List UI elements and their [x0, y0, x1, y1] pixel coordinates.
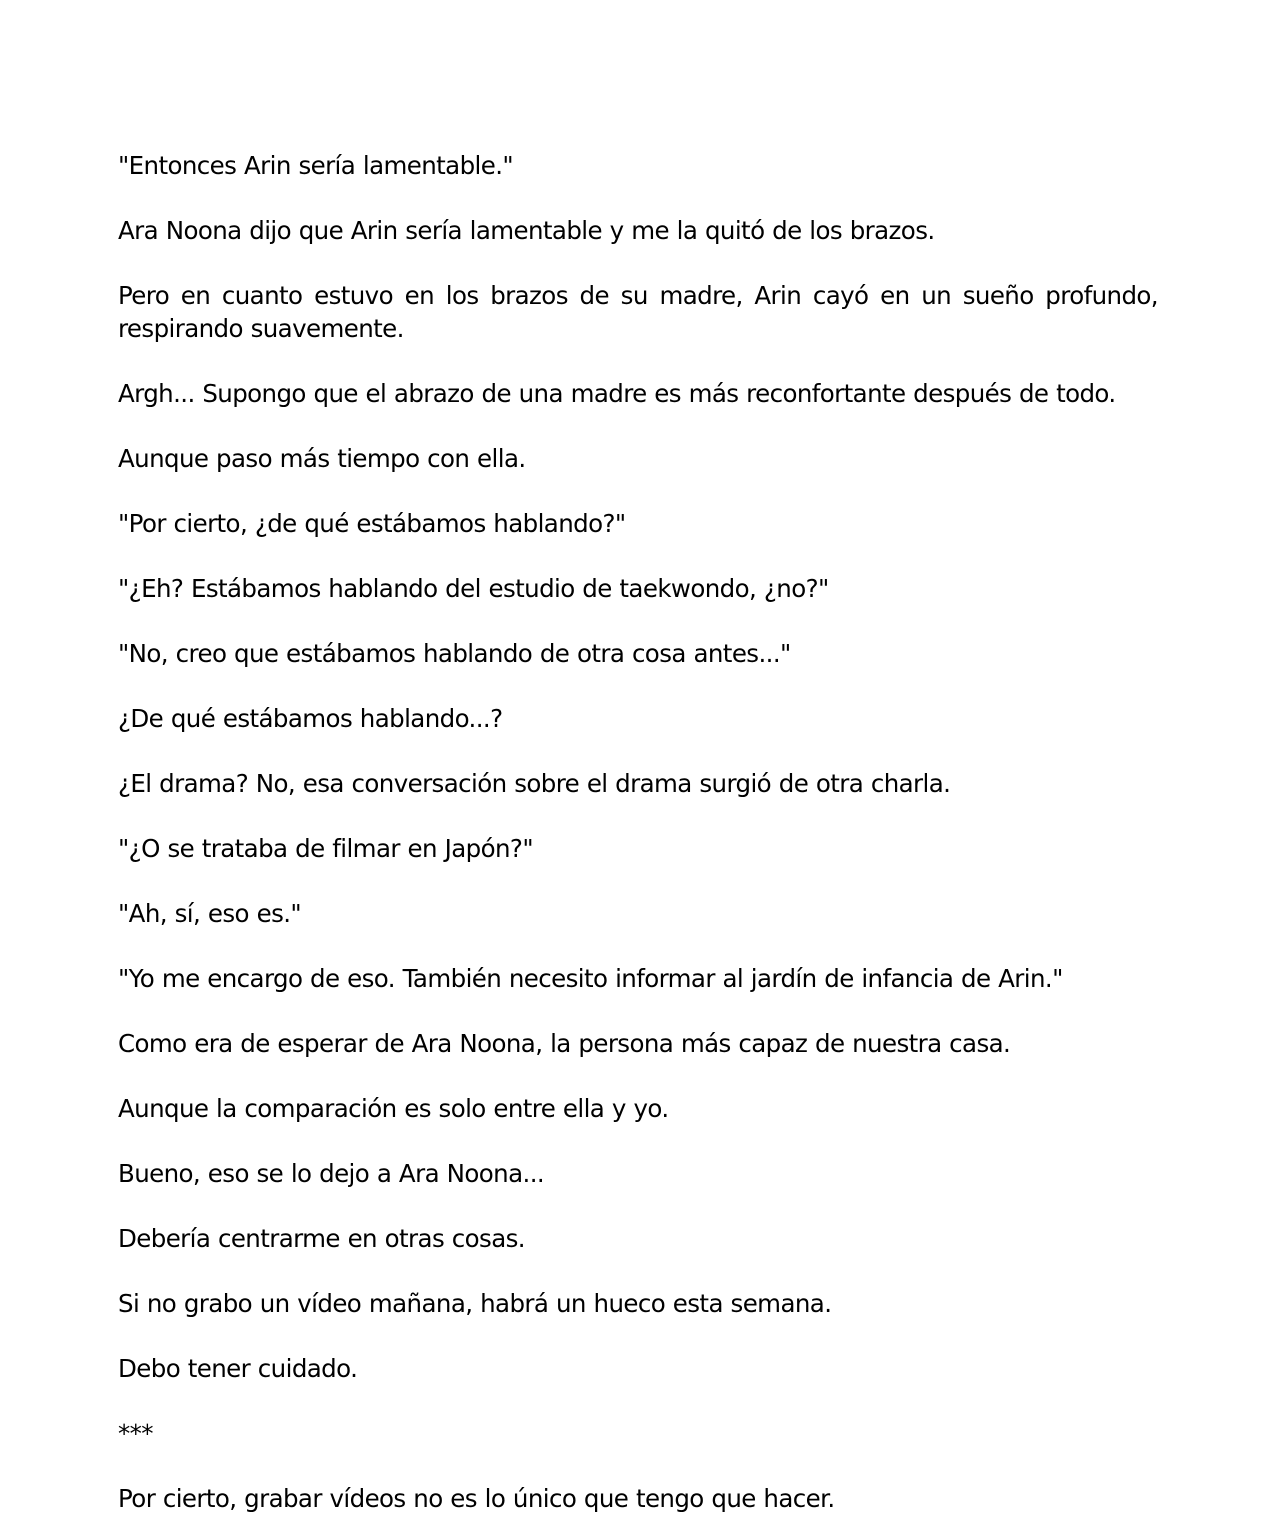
paragraph: "Ah, sí, eso es." [118, 898, 302, 928]
paragraph: Ara Noona dijo que Arin sería lamentable y me la quitó de los brazos. [118, 216, 935, 245]
paragraph: Debo tener cuidado. [118, 1353, 358, 1383]
paragraph: Bueno, eso se lo dejo a Ara Noona... [118, 1158, 545, 1188]
paragraph: Argh... Supongo que el abrazo de una madre es más reconfortante después de todo. [118, 378, 1116, 408]
paragraph: "¿Eh? Estábamos hablando del estudio de taekwondo, ¿no?" [118, 573, 829, 603]
paragraph: Aunque la comparación es solo entre ella y yo. [118, 1093, 669, 1123]
paragraph: "¿O se trataba de filmar en Japón?" [118, 833, 533, 863]
paragraph: ¿De qué estábamos hablando...? [118, 703, 503, 733]
scene-break: *** [118, 1418, 153, 1448]
paragraph: "No, creo que estábamos hablando de otra cosa antes..." [118, 638, 791, 668]
paragraph: Debería centrarme en otras cosas. [118, 1223, 525, 1253]
paragraph: Por cierto, grabar vídeos no es lo único que tengo que hacer. [118, 1483, 835, 1513]
document-body [118, 150, 1158, 1515]
paragraph: Si no grabo un vídeo mañana, habrá un hueco esta semana. [118, 1288, 832, 1318]
paragraph: "Por cierto, ¿de qué estábamos hablando?" [118, 508, 626, 538]
paragraph: Aunque paso más tiempo con ella. [118, 443, 526, 473]
paragraph: Como era de esperar de Ara Noona, la persona más capaz de nuestra casa. [118, 1028, 1011, 1058]
paragraph: "Yo me encargo de eso. También necesito informar al jardín de infancia de Arin." [118, 963, 1063, 993]
paragraph: "Entonces Arin sería lamentable." [118, 151, 514, 180]
paragraph: ¿El drama? No, esa conversación sobre el drama surgió de otra charla. [118, 768, 951, 798]
paragraph: Pero en cuanto estuvo en los brazos de su madre, Arin cayó en un sueño profundo, respirando suavemente. [118, 281, 1158, 343]
